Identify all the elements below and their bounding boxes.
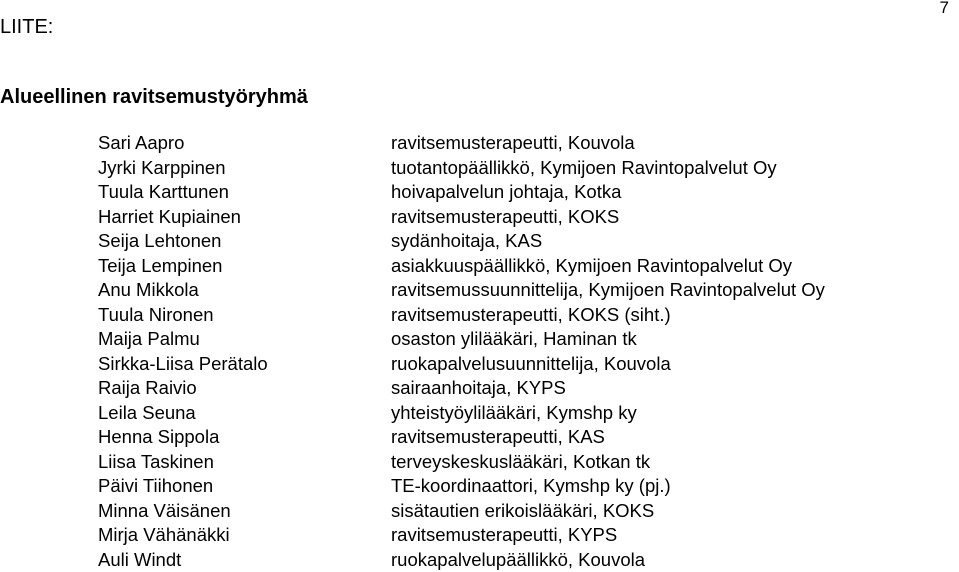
member-role: TE-koordinaattori, Kymshp ky (pj.) (391, 474, 825, 499)
member-name: Auli Windt (98, 548, 268, 572)
member-name: Anu Mikkola (98, 278, 268, 303)
member-role: ravitsemusterapeutti, KOKS (siht.) (391, 303, 825, 328)
member-role: osaston ylilääkäri, Haminan tk (391, 327, 825, 352)
member-role: hoivapalvelun johtaja, Kotka (391, 180, 825, 205)
member-role: yhteistyöylilääkäri, Kymshp ky (391, 401, 825, 426)
page-number: 7 (940, 0, 949, 18)
member-name: Henna Sippola (98, 425, 268, 450)
member-name: Liisa Taskinen (98, 450, 268, 475)
member-name: Mirja Vähänäkki (98, 523, 268, 548)
member-role: sairaanhoitaja, KYPS (391, 376, 825, 401)
member-name: Sari Aapro (98, 131, 268, 156)
document-heading: Alueellinen ravitsemustyöryhmä (0, 86, 308, 109)
member-role: ravitsemussuunnittelija, Kymijoen Ravintopalvelut Oy (391, 278, 825, 303)
member-name: Teija Lempinen (98, 254, 268, 279)
member-name: Raija Raivio (98, 376, 268, 401)
member-name: Tuula Karttunen (98, 180, 268, 205)
member-role: sisätautien erikoislääkäri, KOKS (391, 499, 825, 524)
member-role: tuotantopäällikkö, Kymijoen Ravintopalvelut Oy (391, 156, 825, 181)
member-role: ravitsemusterapeutti, KYPS (391, 523, 825, 548)
member-name: Sirkka-Liisa Perätalo (98, 352, 268, 377)
member-name: Harriet Kupiainen (98, 205, 268, 230)
member-role: ravitsemusterapeutti, KAS (391, 425, 825, 450)
member-name: Päivi Tiihonen (98, 474, 268, 499)
member-name: Leila Seuna (98, 401, 268, 426)
member-name: Tuula Nironen (98, 303, 268, 328)
member-roles-column (391, 131, 825, 572)
member-name: Jyrki Karppinen (98, 156, 268, 181)
member-role: ruokapalvelupäällikkö, Kouvola (391, 548, 825, 572)
member-name: Minna Väisänen (98, 499, 268, 524)
member-names-column (98, 131, 268, 572)
member-name: Maija Palmu (98, 327, 268, 352)
member-name: Seija Lehtonen (98, 229, 268, 254)
member-role: ruokapalvelusuunnittelija, Kouvola (391, 352, 825, 377)
appendix-label: LIITE: (0, 16, 53, 39)
member-role: sydänhoitaja, KAS (391, 229, 825, 254)
member-role: ravitsemusterapeutti, Kouvola (391, 131, 825, 156)
member-role: ravitsemusterapeutti, KOKS (391, 205, 825, 230)
member-role: asiakkuuspäällikkö, Kymijoen Ravintopalvelut Oy (391, 254, 825, 279)
member-role: terveyskeskuslääkäri, Kotkan tk (391, 450, 825, 475)
